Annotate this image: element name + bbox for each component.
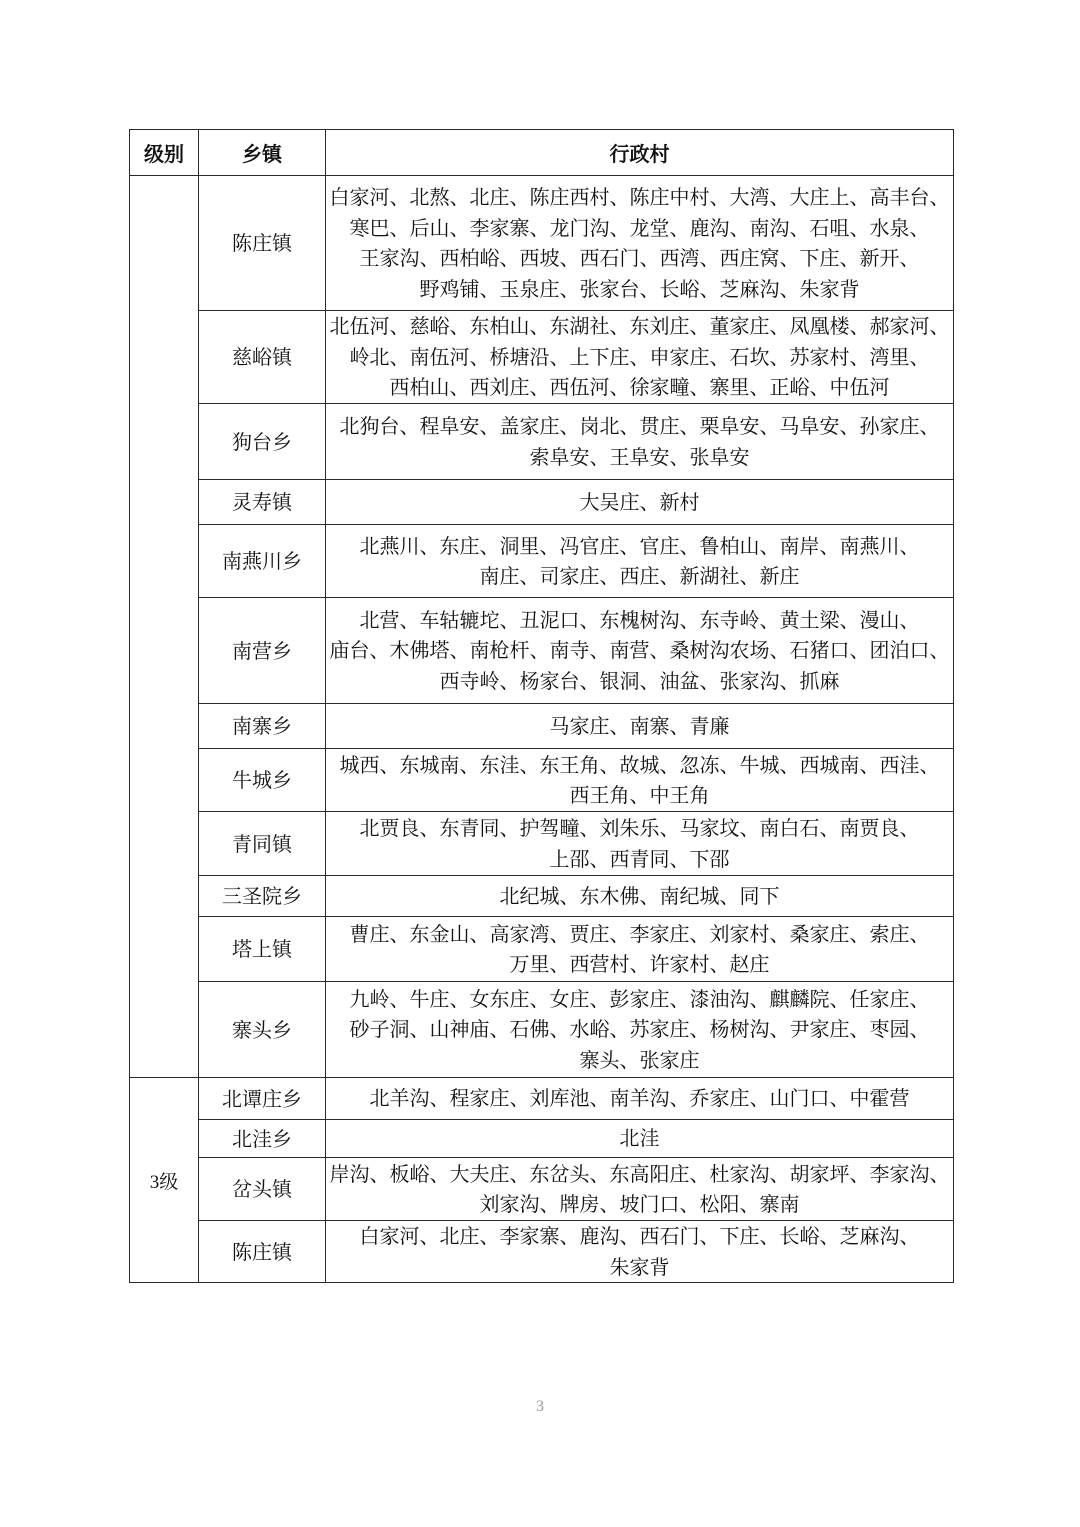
village-line: 北燕川、东庄、洞里、冯官庄、官庄、鲁柏山、南岸、南燕川、 [359, 533, 920, 558]
villages-cell [326, 876, 954, 917]
village-line: 北伍河、慈峪、东柏山、东湖社、东刘庄、董家庄、凤凰楼、郝家河、 [329, 314, 950, 339]
village-line: 刘家沟、牌房、坡门口、松阳、寨南 [479, 1192, 800, 1216]
village-line: 索阜安、王阜安、张阜安 [529, 444, 750, 469]
table-body [130, 176, 954, 1283]
villages-cell [326, 812, 954, 876]
table-row [130, 404, 954, 480]
town-cell: 北洼乡 [199, 1120, 326, 1158]
village-line: 上邵、西青同、下邵 [549, 846, 730, 871]
village-line: 寨头、张家庄 [579, 1047, 700, 1072]
header-town: 乡镇 [199, 130, 326, 176]
page-number: 3 [536, 1398, 544, 1415]
village-line: 城西、东城南、东洼、东王角、故城、忽冻、牛城、西城南、西洼、 [339, 752, 940, 777]
town-cell: 南营乡 [199, 598, 326, 704]
table-row [130, 812, 954, 876]
village-line: 北纪城、东木佛、南纪城、同下 [499, 883, 780, 908]
town-cell: 南寨乡 [199, 704, 326, 749]
villages-cell [326, 525, 954, 598]
village-line: 白家河、北熬、北庄、陈庄西村、陈庄中村、大湾、大庄上、高丰台、 [329, 185, 950, 209]
village-line: 北洼 [619, 1126, 660, 1151]
header-villages: 行政村 [326, 130, 954, 176]
village-line: 北营、车轱辘坨、丑泥口、东槐树沟、东寺岭、黄土梁、漫山、 [359, 607, 920, 632]
villages-cell [326, 176, 954, 311]
table-row [130, 1120, 954, 1158]
villages-cell [326, 704, 954, 749]
villages-cell [326, 917, 954, 982]
villages-cell [326, 1120, 954, 1158]
table-row [130, 982, 954, 1078]
table-row [130, 311, 954, 404]
village-line: 砂子洞、山神庙、石佛、水峪、苏家庄、杨树沟、尹家庄、枣园、 [349, 1017, 930, 1042]
village-line: 北羊沟、程家庄、刘库池、南羊沟、乔家庄、山门口、中霍营 [369, 1086, 910, 1111]
town-cell: 岔头镇 [199, 1158, 326, 1221]
table-row [130, 876, 954, 917]
town-cell: 陈庄镇 [199, 176, 326, 311]
village-line: 西柏山、西刘庄、西伍河、徐家疃、寨里、正峪、中伍河 [389, 375, 890, 400]
table-row [130, 1221, 954, 1283]
villages-cell [326, 1221, 954, 1283]
village-line: 北狗台、程阜安、盖家庄、岗北、贯庄、栗阜安、马阜安、孙家庄、 [339, 414, 940, 438]
level-cell: 3级 [130, 1078, 199, 1283]
villages-cell [326, 480, 954, 525]
village-table [129, 129, 954, 1283]
villages-cell [326, 1078, 954, 1120]
villages-cell [326, 311, 954, 404]
village-line: 白家河、北庄、李家寨、鹿沟、西石门、下庄、长峪、芝麻沟、 [359, 1224, 920, 1248]
village-line: 寒巴、后山、李家寨、龙门沟、龙堂、鹿沟、南沟、石咀、水泉、 [349, 215, 930, 240]
town-cell: 南燕川乡 [199, 525, 326, 598]
table-header-row [130, 130, 954, 176]
village-line: 野鸡铺、玉泉庄、张家台、长峪、芝麻沟、朱家背 [419, 276, 860, 301]
village-line: 朱家背 [609, 1254, 670, 1279]
town-cell: 灵寿镇 [199, 480, 326, 525]
village-line: 岸沟、板峪、大夫庄、东岔头、东高阳庄、杜家沟、胡家坪、李家沟、 [329, 1161, 950, 1186]
village-line: 万里、西营村、许家村、赵庄 [509, 952, 770, 976]
village-line: 九岭、牛庄、女东庄、女庄、彭家庄、漆油沟、麒麟院、任家庄、 [349, 986, 930, 1011]
village-line: 大吴庄、新村 [579, 489, 700, 514]
villages-cell [326, 598, 954, 704]
town-cell: 北谭庄乡 [199, 1078, 326, 1120]
town-cell: 三圣院乡 [199, 876, 326, 917]
table-row [130, 1158, 954, 1221]
table-row [130, 525, 954, 598]
village-line: 岭北、南伍河、桥塘沿、上下庄、申家庄、石坎、苏家村、湾里、 [349, 344, 930, 369]
villages-cell [326, 749, 954, 812]
level-cell [130, 176, 199, 1078]
table-row [130, 480, 954, 525]
town-cell: 陈庄镇 [199, 1221, 326, 1283]
villages-cell [326, 404, 954, 480]
town-cell: 狗台乡 [199, 404, 326, 480]
table-row [130, 704, 954, 749]
table-row [130, 1078, 954, 1120]
village-line: 王家沟、西柏峪、西坡、西石门、西湾、西庄窝、下庄、新开、 [359, 246, 920, 270]
village-line: 庙台、木佛塔、南枪杆、南寺、南营、桑树沟农场、石猪口、团泊口、 [329, 638, 950, 663]
village-line: 南庄、司家庄、西庄、新湖社、新庄 [479, 564, 800, 588]
town-cell: 慈峪镇 [199, 311, 326, 404]
town-cell: 牛城乡 [199, 749, 326, 812]
town-cell: 青同镇 [199, 812, 326, 876]
village-line: 马家庄、南寨、青廉 [549, 713, 730, 738]
villages-cell [326, 1158, 954, 1221]
village-line: 西王角、中王角 [569, 783, 710, 807]
village-line: 曹庄、东金山、高家湾、贾庄、李家庄、刘家村、桑家庄、索庄、 [349, 921, 930, 946]
village-line: 西寺岭、杨家台、银洞、油盆、张家沟、抓麻 [439, 668, 840, 693]
village-line: 北贾良、东青同、护驾疃、刘朱乐、马家坟、南白石、南贾良、 [359, 816, 920, 840]
town-cell: 寨头乡 [199, 982, 326, 1078]
table-row [130, 917, 954, 982]
header-level: 级别 [130, 130, 199, 176]
table-row [130, 749, 954, 812]
town-cell: 塔上镇 [199, 917, 326, 982]
table-row [130, 176, 954, 311]
table-row [130, 598, 954, 704]
villages-cell [326, 982, 954, 1078]
